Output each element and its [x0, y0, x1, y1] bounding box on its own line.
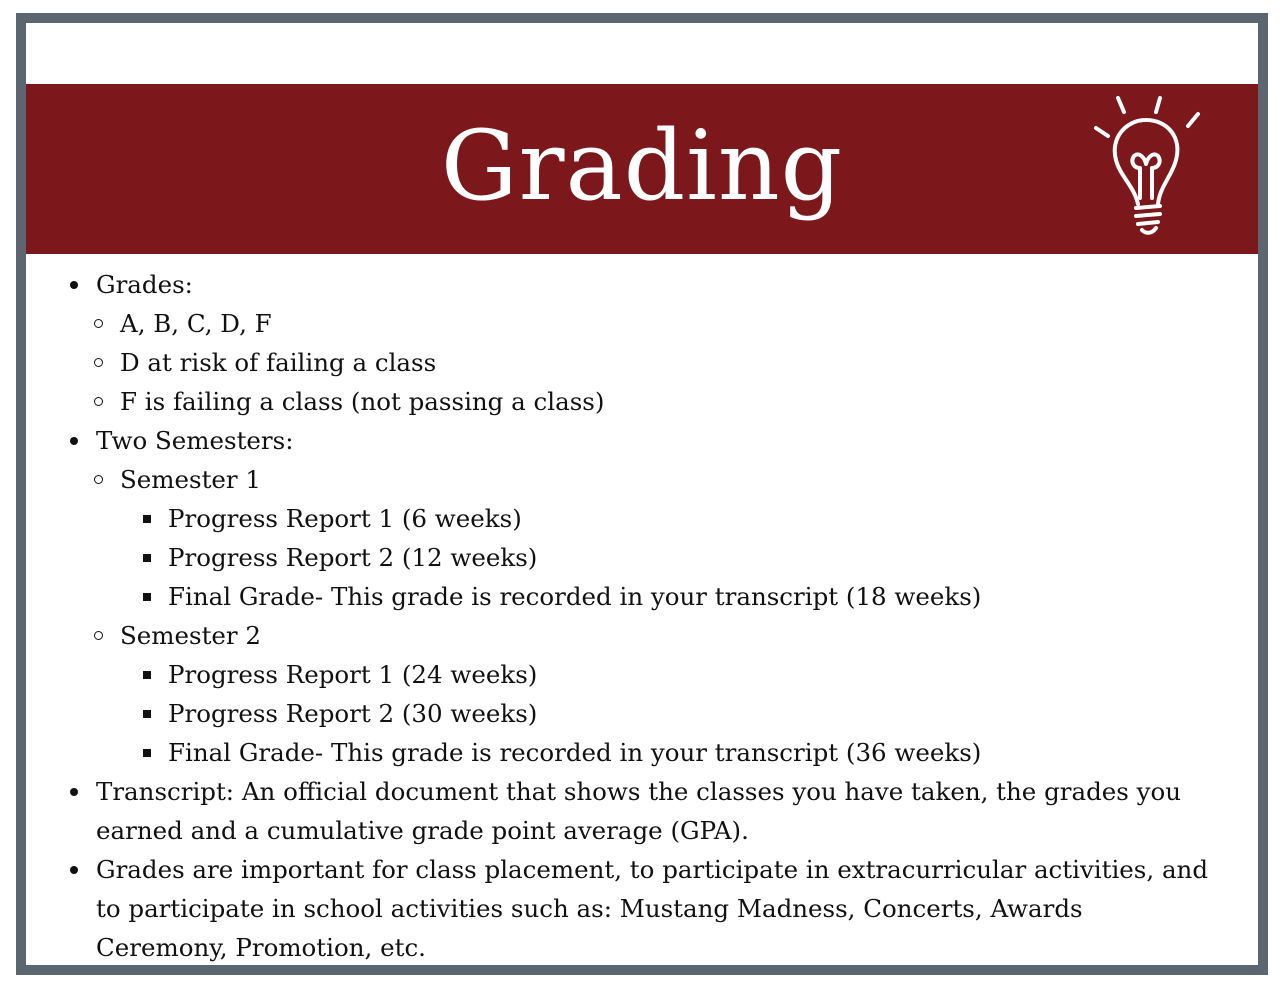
list-item	[120, 499, 1218, 538]
semester-1-label: Semester 1	[120, 465, 262, 494]
bullet-list	[26, 265, 1258, 967]
page-title: Grading	[440, 110, 844, 222]
list-item	[26, 265, 1258, 421]
list-item	[120, 733, 1218, 772]
semesters-sublist	[73, 460, 1218, 772]
importance-text: Grades are important for class placement, to participate in extracurricular activities, and to participate in school activities such as: Mustang Madness, Concerts, Awards Ceremony, Promotion, etc.	[96, 855, 1209, 962]
list-item	[120, 577, 1218, 616]
report-item: Progress Report 2 (30 weeks)	[168, 699, 538, 728]
slide-frame	[16, 13, 1268, 975]
list-item	[73, 616, 1218, 772]
list-item	[26, 850, 1258, 967]
list-item	[73, 460, 1218, 616]
semester-2-label: Semester 2	[120, 621, 262, 650]
semester-1-sublist	[120, 499, 1218, 616]
list-item	[73, 304, 1218, 343]
report-item: Final Grade- This grade is recorded in your transcript (36 weeks)	[168, 738, 982, 767]
grades-label: Grades:	[96, 270, 193, 299]
grade-item: D at risk of failing a class	[120, 348, 437, 377]
content-area	[26, 265, 1258, 967]
grade-item: F is failing a class (not passing a class)	[120, 387, 605, 416]
report-item: Progress Report 1 (6 weeks)	[168, 504, 522, 533]
grades-sublist	[73, 304, 1218, 421]
list-item	[73, 343, 1218, 382]
list-item	[120, 655, 1218, 694]
semesters-label: Two Semesters:	[96, 426, 294, 455]
report-item: Final Grade- This grade is recorded in your transcript (18 weeks)	[168, 582, 982, 611]
report-item: Progress Report 2 (12 weeks)	[168, 543, 538, 572]
lightbulb-icon	[1088, 94, 1208, 244]
report-item: Progress Report 1 (24 weeks)	[168, 660, 538, 689]
list-item	[26, 772, 1258, 850]
grade-item: A, B, C, D, F	[120, 309, 272, 338]
transcript-text: Transcript: An official document that shows the classes you have taken, the grades you earned and a cumulative grade point average (GPA).	[96, 777, 1181, 845]
list-item	[120, 694, 1218, 733]
title-banner	[26, 84, 1258, 254]
semester-2-sublist	[120, 655, 1218, 772]
list-item	[73, 382, 1218, 421]
list-item	[26, 421, 1258, 772]
list-item	[120, 538, 1218, 577]
